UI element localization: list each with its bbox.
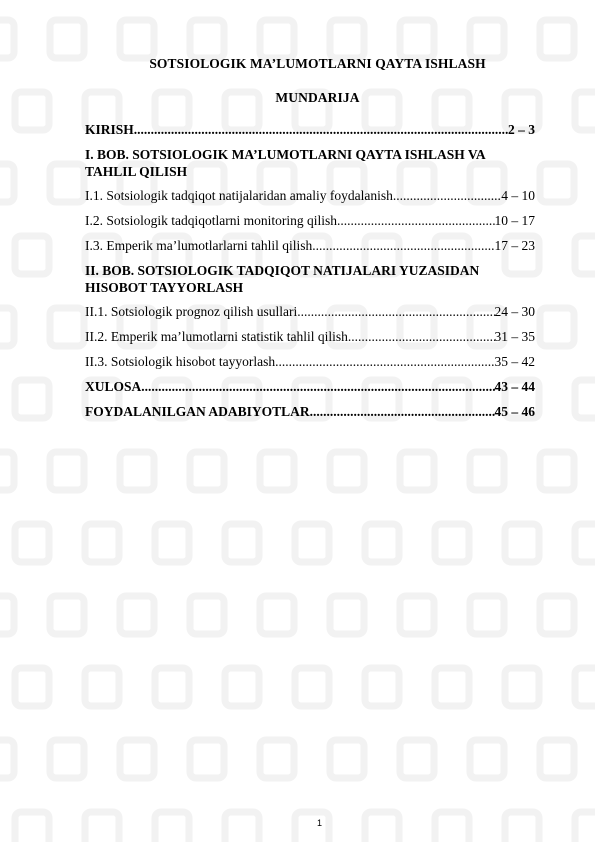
toc-entry-1-2[interactable] (85, 212, 535, 230)
toc-entry-pages: 17 – 23 (494, 238, 535, 253)
dot-leader (141, 378, 494, 396)
toc-entry-label: XULOSA (85, 379, 142, 394)
toc-chapter-1[interactable]: I. BOB. SOTSIOLOGIK MA’LUMOTLARNI QAYTA ISHLASH VA TAHLIL QILISH (85, 147, 485, 179)
document-title: SOTSIOLOGIK MA’LUMOTLARNI QAYTA ISHLASH (149, 56, 486, 71)
page-number: 1 (316, 818, 322, 828)
toc-entry-label: FOYDALANILGAN ADABIYOTLAR (85, 404, 310, 419)
toc-entry-1-1[interactable] (85, 187, 535, 205)
dot-leader (348, 328, 495, 346)
dot-leader (312, 237, 494, 255)
toc-entry-label: II.3. Sotsiologik hisobot tayyorlash (85, 354, 276, 369)
toc-entry-adabiyotlar[interactable] (85, 403, 535, 421)
toc-entry-kirish[interactable] (85, 121, 535, 139)
toc-entry-label: I.2. Sotsiologik tadqiqotlarni monitoring qilish (85, 213, 337, 228)
toc-entry-pages: 24 – 30 (494, 304, 535, 319)
dot-leader (297, 303, 494, 321)
dot-leader (134, 121, 508, 139)
toc-entry-pages: 35 – 42 (494, 354, 535, 369)
toc-chapter-2[interactable]: II. BOB. SOTSIOLOGIK TADQIQOT NATIJALARI YUZASIDAN HISOBOT TAYYORLASH (85, 263, 480, 295)
toc-heading: MUNDARIJA (275, 90, 360, 105)
toc-entry-1-3[interactable] (85, 237, 535, 255)
toc-entry-2-1[interactable] (85, 303, 535, 321)
toc-entry-label: II.1. Sotsiologik prognoz qilish usullari (85, 304, 298, 319)
dot-leader (337, 212, 495, 230)
toc-entry-2-3[interactable] (85, 353, 535, 371)
toc-entry-pages: 43 – 44 (494, 379, 535, 394)
toc-entry-2-2[interactable] (85, 328, 535, 346)
toc-entry-pages: 45 – 46 (494, 404, 535, 419)
toc-entry-label: I.3. Emperik ma’lumotlarlarni tahlil qilish (85, 238, 313, 253)
toc-entry-pages: 2 – 3 (508, 122, 535, 137)
dot-leader (275, 353, 494, 371)
toc-entry-pages: 10 – 17 (494, 213, 535, 228)
dot-leader (310, 403, 495, 421)
toc-entry-label: I.1. Sotsiologik tadqiqot natijalaridan amaliy foydalanish (85, 188, 393, 203)
toc-entry-label: KIRISH (85, 122, 134, 137)
toc-entry-pages: 4 – 10 (501, 188, 535, 203)
dot-leader (393, 187, 501, 205)
toc-entry-label: II.2. Emperik ma’lumotlarni statistik tahlil qilish (85, 329, 348, 344)
table-of-contents (85, 121, 535, 428)
toc-entry-xulosa[interactable] (85, 378, 535, 396)
toc-entry-pages: 31 – 35 (494, 329, 535, 344)
